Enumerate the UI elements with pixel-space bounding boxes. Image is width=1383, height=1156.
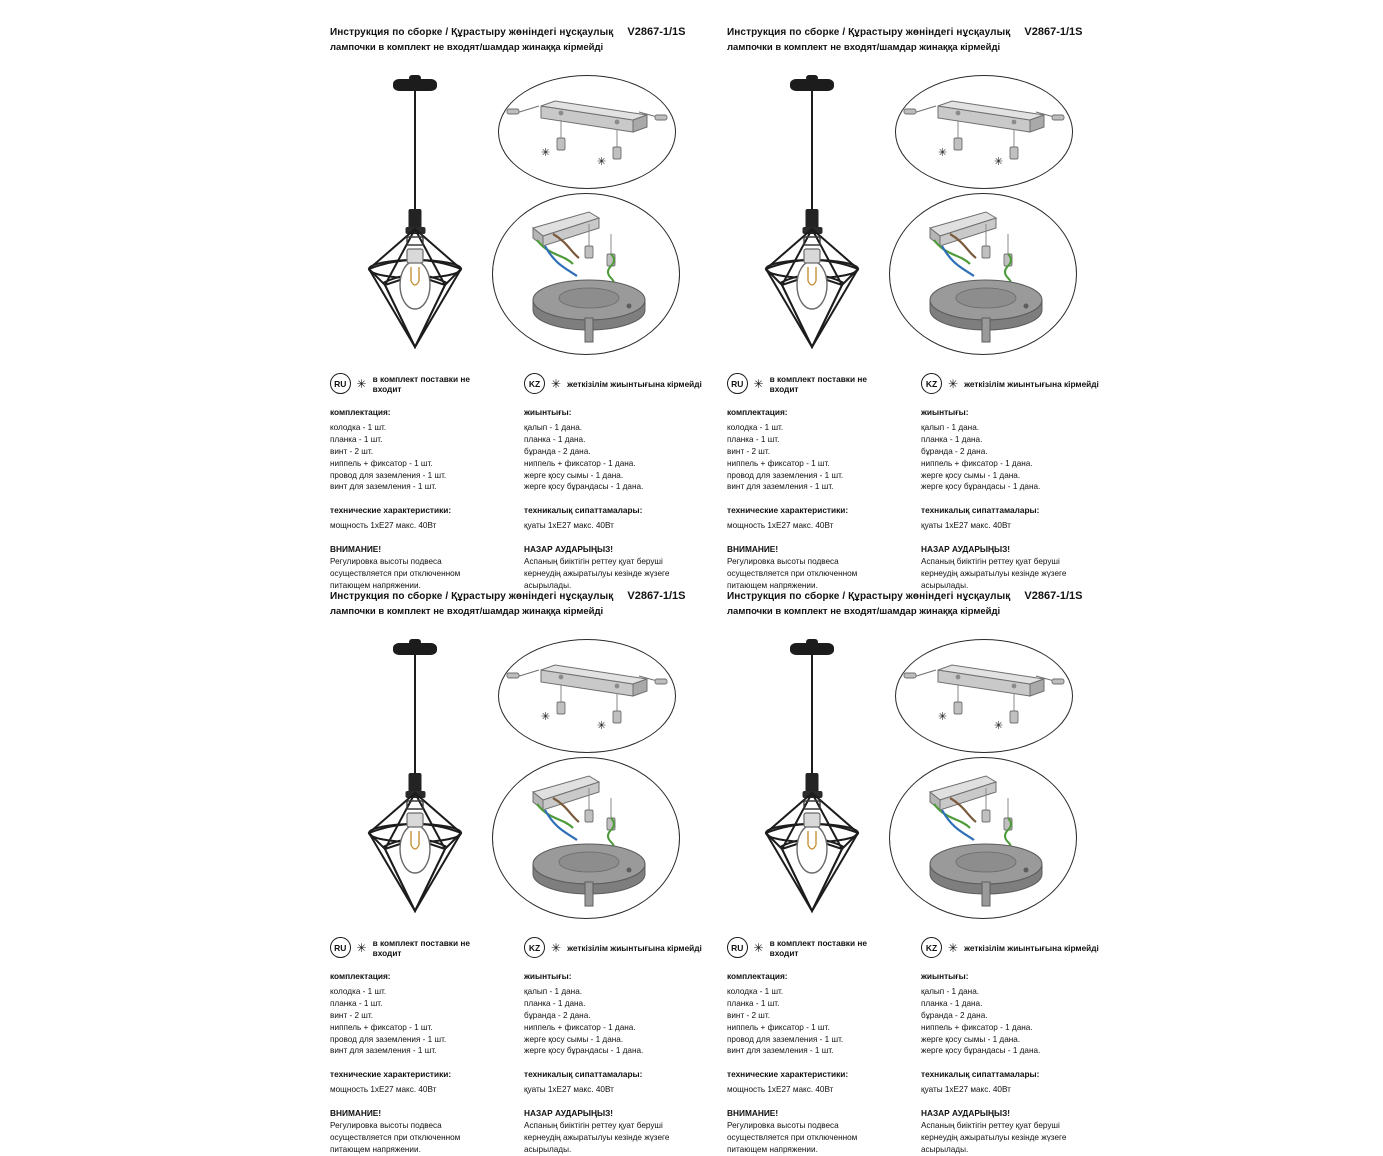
list-item: провод для заземления - 1 шт. [330,1034,447,1044]
instruction-panel [330,26,730,592]
illustration-area [727,71,1127,371]
list-item: жерге қосу бұрандасы - 1 дана. [524,1046,644,1056]
kz-legend-text: жеткізілім жиынтығына кірмейді [567,942,702,953]
bulb-note: лампочки в комплект не входят/шамдар жинаққа кірмейді [330,606,604,617]
list-item: планка - 1 шт. [330,434,383,444]
cord-line [414,89,416,211]
list-item: планка - 1 шт. [727,998,780,1008]
list-item: колодка - 1 шт. [330,987,387,996]
list-item: ниппель + фиксатор - 1 дана. [921,1022,1033,1032]
ru-legend-text: в комплект поставки не входит [769,373,867,394]
mounting-bracket-diagram [895,75,1073,189]
ru-warning-text: Регулировка высоты подвеса осуществляется при отключенном питающем напряжении. [330,557,461,591]
ru-column [727,407,895,592]
kz-warning-title: НАЗАР АУДАРЫҢЫЗ! [921,1108,1011,1119]
instruction-title: Инструкция по сборке / Құрастыру жөніндегі нұсқаулық [727,591,1011,602]
ru-specs-items [727,1084,895,1096]
wiring-canopy-diagram [889,193,1077,355]
list-item: винт - 2 шт. [330,446,373,456]
wire-cage-icon [752,223,872,358]
instruction-title: Инструкция по сборке / Құрастыру жөніндегі нұсқаулық [330,27,614,38]
ru-warning-title: ВНИМАНИЕ! [727,1108,779,1119]
list-item: винт - 2 шт. [330,1010,373,1020]
list-item: винт - 2 шт. [727,1010,770,1020]
cage-pendant-lamp-illustration [340,71,490,331]
illustration-area [727,635,1127,935]
list-item: мощность 1хЕ27 макс. 40Вт [330,521,437,531]
kz-package-title: жиынтығы: [921,971,969,981]
list-item: планка - 1 дана. [524,998,586,1008]
wire-cage-icon [355,223,475,358]
ru-legend-text: в комплект поставки не входит [769,937,867,958]
list-item: қуаты 1хЕ27 макс. 40Вт [524,1085,614,1095]
list-item: бұранда - 2 дана. [921,1010,988,1020]
list-item: қалып - 1 дана. [921,423,980,432]
kz-specs-title: техникалық сипаттамалары: [921,1069,1040,1080]
list-item: қуаты 1хЕ27 макс. 40Вт [921,1085,1011,1095]
kz-specs-items [921,520,1089,532]
panel-header [727,26,1127,38]
kz-legend-text: жеткізілім жиынтығына кірмейді [964,378,1099,389]
list-item: планка - 1 шт. [727,434,780,444]
list-item: қуаты 1хЕ27 макс. 40Вт [921,521,1011,531]
kz-warning-title: НАЗАР АУДАРЫҢЫЗ! [524,544,614,555]
cage-pendant-lamp-illustration [737,71,887,331]
kz-warning-text: Аспаның биіктігін реттеу қуат беруші кернеудің ажыратылуы кезінде жүзеге асырылады. [921,557,1067,591]
kz-specs-title: техникалық сипаттамалары: [524,1069,643,1080]
panel-header [330,26,730,38]
model-code: V2867-1/1S [1024,26,1083,38]
mounting-bracket-diagram [498,639,676,753]
ru-warning-title: ВНИМАНИЕ! [330,544,382,555]
wire-cage-icon [752,787,872,922]
list-item: қалып - 1 дана. [524,423,583,432]
ru-column [330,407,498,592]
list-item: ниппель + фиксатор - 1 шт. [727,458,830,468]
list-item: жерге қосу бұрандасы - 1 дана. [921,482,1041,492]
kz-specs-items [524,520,692,532]
kz-warning-title: НАЗАР АУДАРЫҢЫЗ! [921,544,1011,555]
svg-text:✳: ✳ [938,146,948,159]
ru-badge: RU [727,937,748,958]
cord-line [414,653,416,775]
list-item: провод для заземления - 1 шт. [727,1034,844,1044]
list-item: винт для заземления - 1 шт. [727,1046,834,1056]
kz-warning-text: Аспаның биіктігін реттеу қуат беруші кернеудің ажыратылуы кезінде жүзеге асырылады. [524,557,670,591]
instruction-panel [330,590,730,1156]
instruction-title: Инструкция по сборке / Құрастыру жөніндегі нұсқаулық [330,591,614,602]
kz-package-items [524,986,692,1057]
ru-badge: RU [330,373,351,394]
panel-header [330,590,730,602]
kz-badge: KZ [921,373,942,394]
ru-warning-title: ВНИМАНИЕ! [330,1108,382,1119]
kz-badge: KZ [524,373,545,394]
instruction-title: Инструкция по сборке / Құрастыру жөніндегі нұсқаулық [727,27,1011,38]
list-item: ниппель + фиксатор - 1 шт. [727,1022,830,1032]
list-item: жерге қосу сымы - 1 дана. [921,470,1021,480]
kz-column [524,407,692,592]
ru-package-items [330,986,498,1057]
list-item: планка - 1 дана. [921,434,983,444]
model-code: V2867-1/1S [627,590,686,602]
list-item: колодка - 1 шт. [727,423,784,432]
list-item: планка - 1 дана. [921,998,983,1008]
ru-warning-text: Регулировка высоты подвеса осуществляется при отключенном питающем напряжении. [330,1121,461,1155]
star-icon: ✳ [551,376,562,391]
spec-columns [727,971,1127,1156]
list-item: жерге қосу сымы - 1 дана. [524,1034,624,1044]
kz-warning-title: НАЗАР АУДАРЫҢЫЗ! [524,1108,614,1119]
kz-package-title: жиынтығы: [524,971,572,981]
legend-block [727,937,1127,958]
kz-badge: KZ [921,937,942,958]
kz-column [921,407,1089,592]
list-item: колодка - 1 шт. [727,987,784,996]
ru-specs-items [330,520,498,532]
kz-package-title: жиынтығы: [921,407,969,417]
kz-legend-text: жеткізілім жиынтығына кірмейді [567,378,702,389]
cord-line [811,653,813,775]
cage-pendant-lamp-illustration [737,635,887,895]
model-code: V2867-1/1S [627,26,686,38]
instruction-panel [727,590,1127,1156]
list-item: жерге қосу бұрандасы - 1 дана. [524,482,644,492]
list-item: винт для заземления - 1 шт. [330,482,437,492]
kz-specs-title: техникалық сипаттамалары: [921,505,1040,516]
list-item: провод для заземления - 1 шт. [330,470,447,480]
ru-package-items [330,422,498,493]
legend-block [330,937,730,958]
ru-column [330,971,498,1156]
kz-specs-title: техникалық сипаттамалары: [524,505,643,516]
list-item: ниппель + фиксатор - 1 шт. [330,1022,433,1032]
svg-text:✳: ✳ [541,146,551,159]
ru-specs-title: технические характеристики: [727,505,849,516]
ru-badge: RU [727,373,748,394]
bulb-note: лампочки в комплект не входят/шамдар жинаққа кірмейді [727,606,1001,617]
list-item: ниппель + фиксатор - 1 дана. [921,458,1033,468]
ru-legend-text: в комплект поставки не входит [372,373,470,394]
kz-column [921,971,1089,1156]
svg-text:✳: ✳ [994,155,1004,168]
ru-badge: RU [330,937,351,958]
list-item: жерге қосу сымы - 1 дана. [921,1034,1021,1044]
list-item: қалып - 1 дана. [524,987,583,996]
ru-specs-title: технические характеристики: [330,1069,452,1080]
ru-package-items [727,986,895,1057]
list-item: колодка - 1 шт. [330,423,387,432]
instruction-panel [727,26,1127,592]
ru-specs-items [727,520,895,532]
list-item: қуаты 1хЕ27 макс. 40Вт [524,521,614,531]
list-item: планка - 1 дана. [524,434,586,444]
star-icon: ✳ [356,940,367,955]
svg-text:✳: ✳ [597,155,607,168]
mounting-bracket-diagram [498,75,676,189]
ru-legend-text: в комплект поставки не входит [372,937,470,958]
svg-text:✳: ✳ [938,710,948,723]
ru-warning-title: ВНИМАНИЕ! [727,544,779,555]
ru-package-items [727,422,895,493]
cage-pendant-lamp-illustration [340,635,490,895]
wiring-canopy-diagram [492,757,680,919]
list-item: мощность 1хЕ27 макс. 40Вт [727,521,834,531]
kz-warning-text: Аспаның биіктігін реттеу қуат беруші кернеудің ажыратылуы кезінде жүзеге асырылады. [921,1121,1067,1155]
list-item: жерге қосу сымы - 1 дана. [524,470,624,480]
spec-columns [330,407,730,592]
ru-warning-text: Регулировка высоты подвеса осуществляется при отключенном питающем напряжении. [727,1121,858,1155]
list-item: винт для заземления - 1 шт. [330,1046,437,1056]
svg-text:✳: ✳ [597,719,607,732]
svg-text:✳: ✳ [541,710,551,723]
ru-package-title: комплектация: [727,407,788,417]
bulb-note: лампочки в комплект не входят/шамдар жинаққа кірмейді [330,42,604,53]
wiring-canopy-diagram [492,193,680,355]
list-item: ниппель + фиксатор - 1 дана. [524,458,636,468]
ru-package-title: комплектация: [330,407,391,417]
list-item: ниппель + фиксатор - 1 дана. [524,1022,636,1032]
kz-column [524,971,692,1156]
list-item: мощность 1хЕ27 макс. 40Вт [727,1085,834,1095]
list-item: мощность 1хЕ27 макс. 40Вт [330,1085,437,1095]
kz-specs-items [921,1084,1089,1096]
star-icon: ✳ [356,376,367,391]
list-item: бұранда - 2 дана. [524,1010,591,1020]
mounting-bracket-diagram [895,639,1073,753]
kz-badge: KZ [524,937,545,958]
spec-columns [330,971,730,1156]
cord-line [811,89,813,211]
ru-specs-title: технические характеристики: [727,1069,849,1080]
star-icon: ✳ [753,940,764,955]
panel-header [727,590,1127,602]
kz-package-title: жиынтығы: [524,407,572,417]
star-icon: ✳ [753,376,764,391]
svg-text:✳: ✳ [994,719,1004,732]
star-icon: ✳ [551,940,562,955]
legend-block [330,373,730,394]
list-item: қалып - 1 дана. [921,987,980,996]
kz-warning-text: Аспаның биіктігін реттеу қуат беруші кернеудің ажыратылуы кезінде жүзеге асырылады. [524,1121,670,1155]
bulb-note: лампочки в комплект не входят/шамдар жинаққа кірмейді [727,42,1001,53]
ru-package-title: комплектация: [330,971,391,981]
ru-warning-text: Регулировка высоты подвеса осуществляется при отключенном питающем напряжении. [727,557,858,591]
kz-package-items [524,422,692,493]
illustration-area [330,71,730,371]
list-item: винт - 2 шт. [727,446,770,456]
star-icon: ✳ [948,940,959,955]
illustration-area [330,635,730,935]
ru-column [727,971,895,1156]
ru-specs-title: технические характеристики: [330,505,452,516]
wiring-canopy-diagram [889,757,1077,919]
ru-specs-items [330,1084,498,1096]
list-item: жерге қосу бұрандасы - 1 дана. [921,1046,1041,1056]
kz-specs-items [524,1084,692,1096]
list-item: планка - 1 шт. [330,998,383,1008]
legend-block [727,373,1127,394]
model-code: V2867-1/1S [1024,590,1083,602]
list-item: ниппель + фиксатор - 1 шт. [330,458,433,468]
kz-package-items [921,422,1089,493]
list-item: винт для заземления - 1 шт. [727,482,834,492]
wire-cage-icon [355,787,475,922]
spec-columns [727,407,1127,592]
ru-package-title: комплектация: [727,971,788,981]
list-item: бұранда - 2 дана. [921,446,988,456]
list-item: бұранда - 2 дана. [524,446,591,456]
list-item: провод для заземления - 1 шт. [727,470,844,480]
kz-legend-text: жеткізілім жиынтығына кірмейді [964,942,1099,953]
kz-package-items [921,986,1089,1057]
star-icon: ✳ [948,376,959,391]
